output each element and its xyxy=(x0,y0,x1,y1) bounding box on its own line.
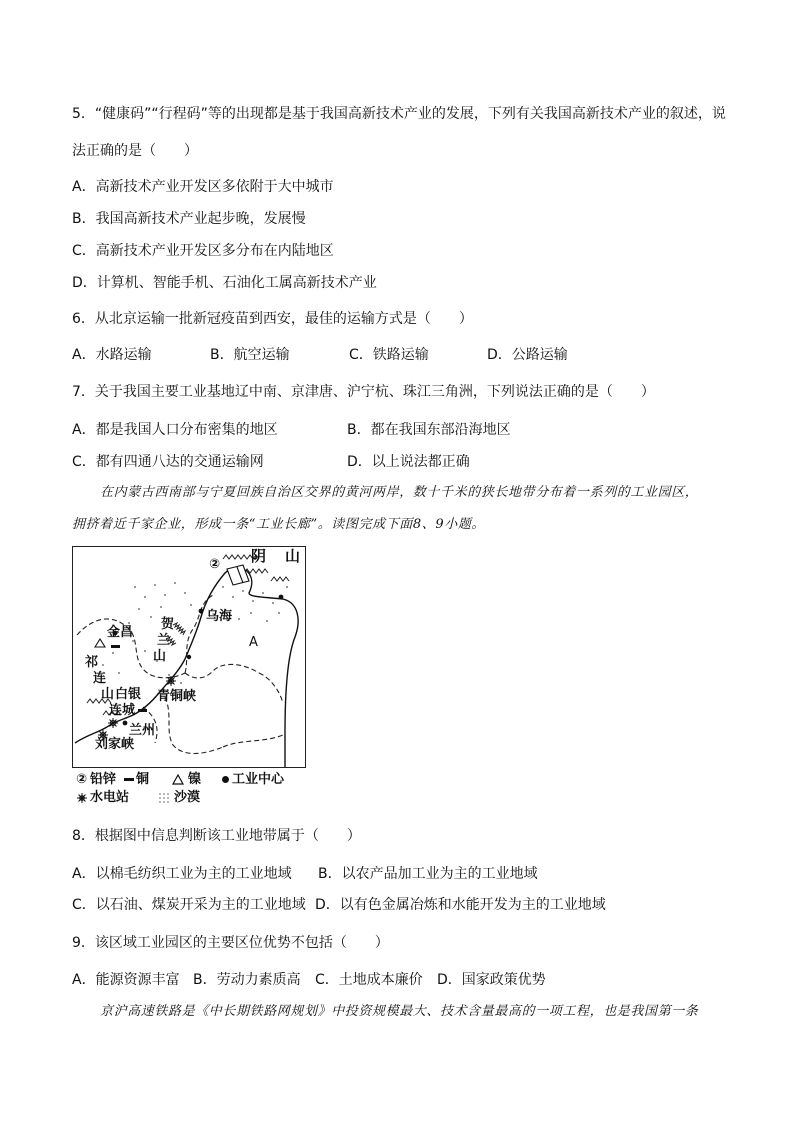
hydropower-station-qingtongxia xyxy=(166,676,176,686)
q5-option-d: D．计算机、智能手机、石油化工属高新技术产业 xyxy=(72,275,377,291)
q5-stem-line1: 5．“健康码”“行程码”等的出现都是基于我国高新技术产业的发展，下列有关我国高新技术产业的叙述，说 xyxy=(72,106,726,122)
map-label-yinshan-2: 山 xyxy=(285,547,301,565)
legend-nickel: 镍 xyxy=(188,772,202,787)
map-label-liancheng: 连城 xyxy=(109,703,136,718)
q5-option-c: C．高新技术产业开发区多分布在内陆地区 xyxy=(72,243,334,259)
q8-option-d: D．以有色金属冶炼和水能开发为主的工业地域 xyxy=(315,897,606,913)
legend-hydropower-symbol xyxy=(76,792,88,804)
legend-nickel-symbol xyxy=(172,773,184,785)
map-label-liujiaxia: 刘家峡 xyxy=(95,737,135,752)
q7-option-b: B．都在我国东部沿海地区 xyxy=(347,422,511,438)
map-label-qi: 祁 xyxy=(85,655,99,670)
map-label-shan: 山 xyxy=(101,687,115,702)
legend-lead-zinc: 铅锌 xyxy=(90,772,117,787)
nickel-mine xyxy=(95,639,105,647)
industrial-center-helan xyxy=(187,655,191,659)
q5-stem-line2: 法正确的是（ ） xyxy=(72,143,198,159)
map-label-lanzhou: 兰州 xyxy=(129,723,156,738)
q9-option-a: A．能源资源丰富 xyxy=(72,972,180,988)
hydropower-station-liancheng xyxy=(108,718,118,728)
q8-option-b: B．以农产品加工业为主的工业地域 xyxy=(318,866,538,882)
q7-stem: 7．关于我国主要工业基地辽中南、京津唐、沪宁杭、珠江三角洲，下列说法正确的是（ ） xyxy=(72,384,655,400)
map-label-qingtongxia: 青铜峡 xyxy=(157,689,197,704)
q9-option-c: C．土地成本廉价 xyxy=(315,972,423,988)
map-label-lian: 连 xyxy=(93,671,107,686)
q7-option-c: C．都有四通八达的交通运输网 xyxy=(72,454,264,470)
copper-mine-jinchang xyxy=(111,645,120,648)
copper-mine-baiyin xyxy=(138,709,147,712)
industrial-center-east xyxy=(279,595,284,600)
q7-option-d: D．以上说法都正确 xyxy=(347,454,470,470)
map-label-helan-2: 兰 xyxy=(157,633,171,648)
legend-hydropower: 水电站 xyxy=(90,790,130,805)
intro1-line1: 在内蒙古西南部与宁夏回族自治区交界的黄河两岸，数十千米的狭长地带分布着一系列的工业园区， xyxy=(100,485,699,500)
q7-option-a: A．都是我国人口分布密集的地区 xyxy=(72,422,278,438)
industrial-corridor-map xyxy=(72,546,306,768)
map-label-baiyin: 白银 xyxy=(115,687,142,702)
legend-industrial-center-symbol xyxy=(222,776,229,783)
boundary-lines xyxy=(77,595,283,754)
q6-option-a: A．水路运输 xyxy=(72,347,152,363)
map-drawing xyxy=(73,547,305,767)
map-label-helan-1: 贺 xyxy=(161,617,175,632)
q6-option-d: D．公路运输 xyxy=(487,347,568,363)
q9-option-b: B．劳动力素质高 xyxy=(193,972,301,988)
legend-copper: 铜 xyxy=(136,772,150,787)
map-label-area-a: A xyxy=(249,635,258,650)
intro2-line1: 京沪高速铁路是《中长期铁路网规划》中投资规模最大、技术含量最高的一项工程，也是我国第一条 xyxy=(100,1004,699,1019)
legend-industrial-center: 工业中心 xyxy=(232,772,285,787)
legend-lead-zinc-symbol: ② xyxy=(76,772,88,787)
map-label-yinshan-1: 阴 xyxy=(251,547,267,565)
q6-option-b: B．航空运输 xyxy=(210,347,290,363)
legend-desert-symbol xyxy=(158,792,170,804)
map-label-wuhai: 乌海 xyxy=(206,609,233,624)
q9-option-d: D．国家政策优势 xyxy=(437,972,546,988)
q5-option-b: B．我国高新技术产业起步晚，发展慢 xyxy=(72,211,306,227)
legend-copper-symbol xyxy=(124,778,134,781)
q8-stem: 8．根据图中信息判断该工业地带属于（ ） xyxy=(72,828,361,844)
industrial-center-lanzhou xyxy=(123,721,128,726)
legend-desert: 沙漠 xyxy=(174,790,201,805)
q6-option-c: C．铁路运输 xyxy=(349,347,429,363)
q5-option-a: A．高新技术产业开发区多依附于大中城市 xyxy=(72,179,334,195)
map-label-circle-2: ② xyxy=(209,557,221,572)
q6-stem: 6．从北京运输一批新冠疫苗到西安，最佳的运输方式是（ ） xyxy=(72,311,473,327)
q9-stem: 9．该区域工业园区的主要区位优势不包括（ ） xyxy=(72,935,389,951)
map-label-jinchang: 金昌 xyxy=(107,625,134,640)
intro1-line2: 拥挤着近千家企业，形成一条“工业长廊”。读图完成下面8、9小题。 xyxy=(72,517,486,532)
industrial-center-wuhai xyxy=(199,609,204,614)
lead-zinc-mine xyxy=(227,565,249,585)
q8-option-a: A．以棉毛纺织工业为主的工业地域 xyxy=(72,866,292,882)
q8-option-c: C．以石油、煤炭开采为主的工业地域 xyxy=(72,897,306,913)
map-label-helan-3: 山 xyxy=(153,649,167,664)
